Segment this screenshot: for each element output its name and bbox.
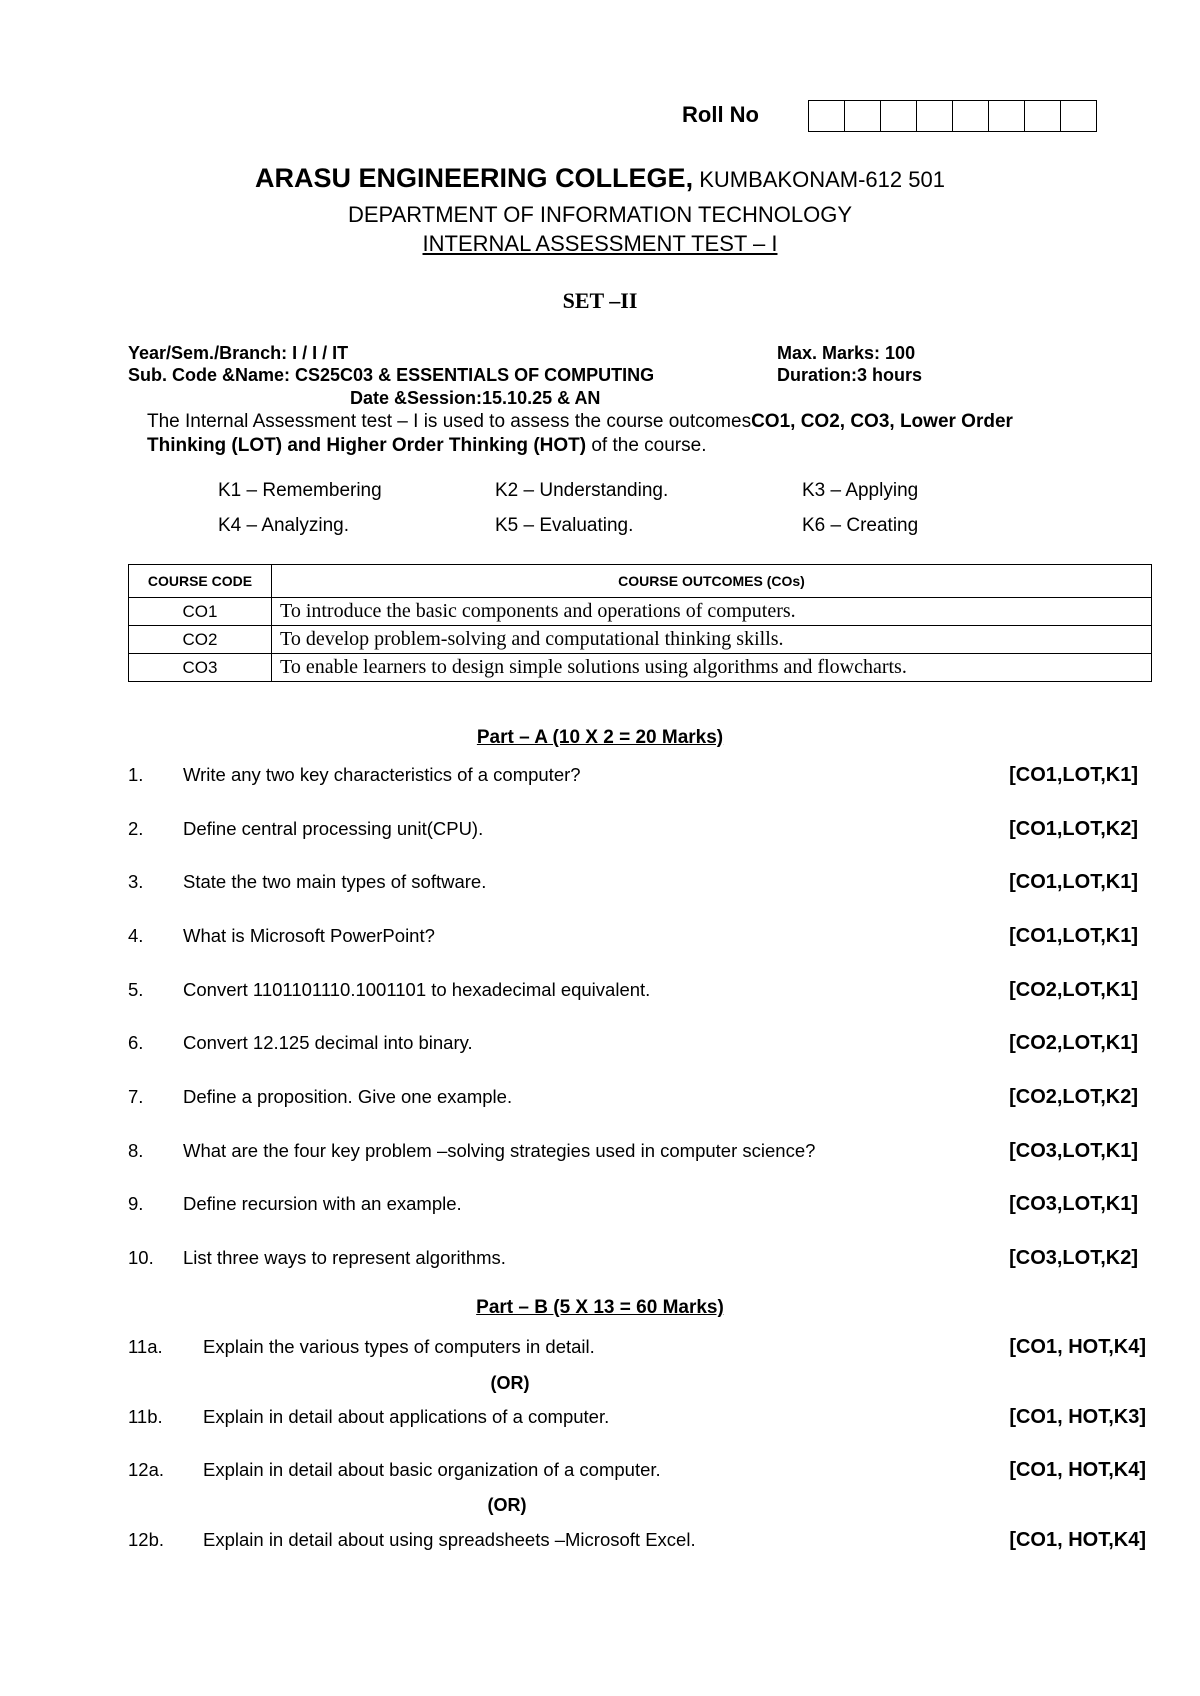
question-tag: [CO1, HOT,K4] (1009, 1529, 1146, 1551)
question-row (128, 1459, 1146, 1485)
question-row (128, 818, 1138, 844)
question-text: What are the four key problem –solving strategies used in computer science? (183, 1140, 816, 1161)
question-tag: [CO1,LOT,K1] (1009, 925, 1138, 947)
roll-no-digit-box[interactable] (845, 101, 881, 131)
question-number: 12b. (128, 1529, 165, 1550)
test-title: INTERNAL ASSESSMENT TEST – I (422, 231, 778, 256)
question-tag: [CO1, HOT,K3] (1009, 1406, 1146, 1428)
question-text: Explain in detail about basic organization of a computer. (203, 1459, 661, 1480)
question-tag: [CO3,LOT,K1] (1009, 1140, 1138, 1162)
question-tag: [CO2,LOT,K1] (1009, 1032, 1138, 1054)
date-session: Date &Session:15.10.25 & AN (350, 388, 601, 408)
roll-no-digit-box[interactable] (1025, 101, 1061, 131)
question-row (128, 871, 1138, 897)
question-tag: [CO3,LOT,K2] (1009, 1247, 1138, 1269)
question-number: 11b. (128, 1406, 163, 1427)
question-row (128, 925, 1138, 951)
college-heading (0, 163, 1200, 194)
question-text: Explain in detail about using spreadsheets –Microsoft Excel. (203, 1529, 696, 1550)
question-number: 1. (128, 764, 144, 785)
or-separator: (OR) (487, 1495, 527, 1515)
question-tag: [CO1,LOT,K1] (1009, 764, 1138, 786)
part-a-heading: Part – A (10 X 2 = 20 Marks) (476, 727, 724, 748)
course-outcome-cell: To introduce the basic components and operations of computers. (272, 598, 1152, 626)
question-row (128, 1247, 1138, 1273)
roll-no-digit-box[interactable] (989, 101, 1025, 131)
roll-no-boxes[interactable] (808, 100, 1097, 132)
college-name: ARASU ENGINEERING COLLEGE, (255, 163, 694, 193)
question-number: 2. (128, 818, 144, 839)
intro-prefix: The Internal Assessment test – I is used to assess the course outcomes (147, 411, 752, 432)
question-number: 10. (128, 1247, 154, 1268)
question-text: Write any two key characteristics of a computer? (183, 764, 581, 785)
subject-code-name: Sub. Code &Name: CS25C03 & ESSENTIALS OF COMPUTING (128, 365, 655, 385)
table-header-row (129, 565, 1152, 598)
question-text: List three ways to represent algorithms. (183, 1247, 506, 1268)
question-row (128, 1529, 1146, 1555)
question-row (128, 764, 1138, 790)
knowledge-level: K6 – Creating (802, 515, 919, 536)
question-number: 11a. (128, 1336, 163, 1357)
question-text: Define recursion with an example. (183, 1193, 462, 1214)
table-row (129, 626, 1152, 654)
question-tag: [CO2,LOT,K1] (1009, 979, 1138, 1001)
question-text: Explain in detail about applications of a computer. (203, 1406, 610, 1427)
question-text: Explain the various types of computers in detail. (203, 1336, 595, 1357)
column-header-course-outcomes: COURSE OUTCOMES (COs) (272, 565, 1152, 598)
course-code-cell: CO3 (129, 654, 272, 682)
question-tag: [CO1,LOT,K2] (1009, 818, 1138, 840)
roll-no-digit-box[interactable] (1061, 101, 1097, 131)
table-row (129, 654, 1152, 682)
question-tag: [CO1,LOT,K1] (1009, 871, 1138, 893)
knowledge-level: K2 – Understanding. (495, 480, 669, 501)
question-number: 4. (128, 925, 144, 946)
question-number: 8. (128, 1140, 144, 1161)
question-row (128, 1406, 1146, 1432)
set-label: SET –II (562, 288, 638, 313)
intro-paragraph (147, 410, 1087, 458)
college-city: KUMBAKONAM-612 501 (693, 167, 945, 192)
knowledge-level: K4 – Analyzing. (218, 515, 349, 536)
question-row (128, 1193, 1138, 1219)
course-code-cell: CO1 (129, 598, 272, 626)
max-marks: Max. Marks: 100 (777, 343, 916, 363)
question-row (128, 1032, 1138, 1058)
roll-no-digit-box[interactable] (917, 101, 953, 131)
question-row (128, 1336, 1146, 1362)
question-text: State the two main types of software. (183, 871, 487, 892)
question-text: Define central processing unit(CPU). (183, 818, 484, 839)
question-number: 12a. (128, 1459, 165, 1480)
table-row (129, 598, 1152, 626)
roll-no-digit-box[interactable] (809, 101, 845, 131)
knowledge-level: K1 – Remembering (218, 480, 382, 501)
question-row (128, 1086, 1138, 1112)
question-number: 7. (128, 1086, 144, 1107)
knowledge-level: K3 – Applying (802, 480, 919, 501)
roll-no-digit-box[interactable] (881, 101, 917, 131)
question-tag: [CO2,LOT,K2] (1009, 1086, 1138, 1108)
course-outcome-cell: To develop problem-solving and computational thinking skills. (272, 626, 1152, 654)
question-row (128, 979, 1138, 1005)
question-number: 9. (128, 1193, 144, 1214)
or-separator: (OR) (490, 1373, 530, 1393)
course-code-cell: CO2 (129, 626, 272, 654)
duration: Duration:3 hours (777, 365, 923, 385)
question-number: 5. (128, 979, 144, 1000)
question-number: 3. (128, 871, 144, 892)
question-tag: [CO3,LOT,K1] (1009, 1193, 1138, 1215)
question-text: Convert 1101101110.1001101 to hexadecimal equivalent. (183, 979, 651, 1000)
year-sem-branch: Year/Sem./Branch: I / I / IT (128, 343, 349, 363)
course-outcome-cell: To enable learners to design simple solutions using algorithms and flowcharts. (272, 654, 1152, 682)
question-text: Convert 12.125 decimal into binary. (183, 1032, 473, 1053)
roll-no-label: Roll No (682, 102, 759, 127)
question-tag: [CO1, HOT,K4] (1009, 1336, 1146, 1358)
knowledge-level: K5 – Evaluating. (495, 515, 634, 536)
intro-suffix: of the course. (586, 435, 707, 456)
question-tag: [CO1, HOT,K4] (1009, 1459, 1146, 1481)
part-b-heading: Part – B (5 X 13 = 60 Marks) (476, 1297, 724, 1318)
question-text: Define a proposition. Give one example. (183, 1086, 513, 1107)
course-outcomes-table (128, 564, 1152, 682)
question-row (128, 1140, 1138, 1166)
question-number: 6. (128, 1032, 144, 1053)
roll-no-digit-box[interactable] (953, 101, 989, 131)
column-header-course-code: COURSE CODE (129, 565, 272, 598)
intro-outcomes: CO1, CO2, CO3, Lower Order Thinking (LOT) and Higher Order Thinking (HOT) (147, 411, 1013, 456)
department-title: DEPARTMENT OF INFORMATION TECHNOLOGY (347, 202, 852, 227)
question-text: What is Microsoft PowerPoint? (183, 925, 435, 946)
